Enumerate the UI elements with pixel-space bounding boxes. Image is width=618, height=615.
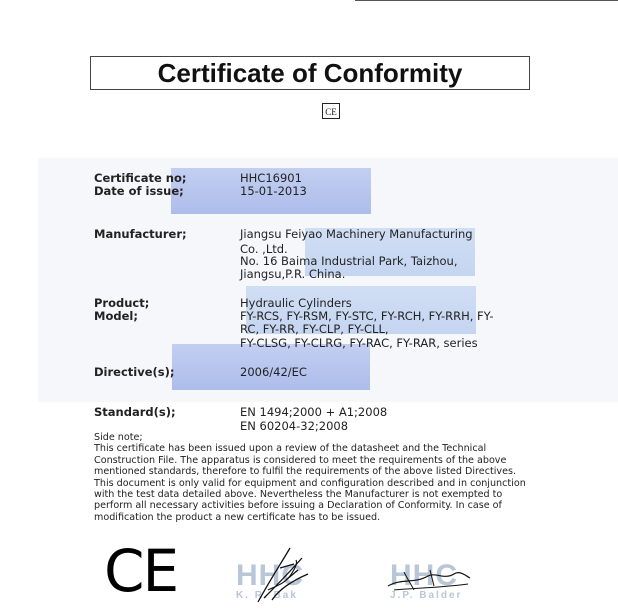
signatory-2-name: J.P. Balder — [390, 590, 463, 601]
side-note-line: perform all necessary activities before issuing a Declaration of Conformity. In case of — [94, 500, 502, 512]
product-value: Hydraulic Cylinders — [240, 296, 352, 310]
manufacturer-line: No. 16 Baima Industrial Park, Taizhou, — [240, 254, 458, 268]
model-label: Model; — [94, 309, 138, 323]
side-note-line: This certificate has been issued upon a review of the datasheet and the Technical — [94, 443, 487, 455]
top-border-line — [355, 0, 618, 1]
hhc-logo: HHC — [390, 559, 458, 592]
certificate-no-label: Certificate no; — [94, 171, 187, 185]
manufacturer-label: Manufacturer; — [94, 227, 187, 241]
certificate-no-value: HHC16901 — [240, 171, 302, 185]
directive-label: Directive(s); — [94, 365, 175, 379]
hhc-logo: HHC — [236, 559, 304, 592]
side-note-line: mentioned standards, therefore to fulfil the requirements of the above listed Directives. — [94, 466, 517, 478]
manufacturer-line: Jiangsu,P.R. China. — [240, 267, 346, 281]
manufacturer-line: Jiangsu Feiyao Machinery Manufacturing — [240, 227, 473, 241]
signature-1 — [250, 540, 320, 610]
side-note-line: modification the product a new certificate has to be issued. — [94, 511, 381, 523]
model-line: FY-RCS, FY-RSM, FY-STC, FY-RCH, FY-RRH, FY- — [240, 309, 494, 323]
side-note-line: This document is only valid for equipment and configuration described and in conjunction — [94, 477, 526, 489]
title-box — [90, 56, 530, 90]
standard-label: Standard(s); — [94, 405, 176, 419]
side-note — [94, 432, 534, 523]
side-note-line: Construction File. The apparatus is considered to meet the requirements of the above — [94, 454, 507, 466]
ce-mark-logo: CE — [104, 537, 178, 605]
standard-line: EN 1494;2000 + A1;2008 — [240, 405, 388, 419]
signature-2 — [384, 564, 474, 594]
directive-value: 2006/42/EC — [240, 365, 307, 379]
ce-mark-small: CE — [322, 103, 340, 119]
signatory-1-name: K. R. Bak — [236, 590, 298, 601]
model-line: RC, FY-RR, FY-CLP, FY-CLL, — [240, 322, 389, 336]
side-note-heading: Side note; — [94, 432, 143, 443]
page-title: Certificate of Conformity — [157, 58, 463, 88]
model-line: FY-CLSG, FY-CLRG, FY-RAC, FY-RAR, series — [240, 336, 478, 350]
standard-line: EN 60204-32;2008 — [240, 419, 349, 433]
date-of-issue-value: 15-01-2013 — [240, 184, 307, 198]
product-label: Product; — [94, 296, 150, 310]
date-of-issue-label: Date of issue; — [94, 184, 184, 198]
manufacturer-line: Co. ,Ltd. — [240, 242, 288, 256]
side-note-line: with the test data detailed above. Nevertheless the Manufacturer is not exempted to — [94, 489, 503, 501]
